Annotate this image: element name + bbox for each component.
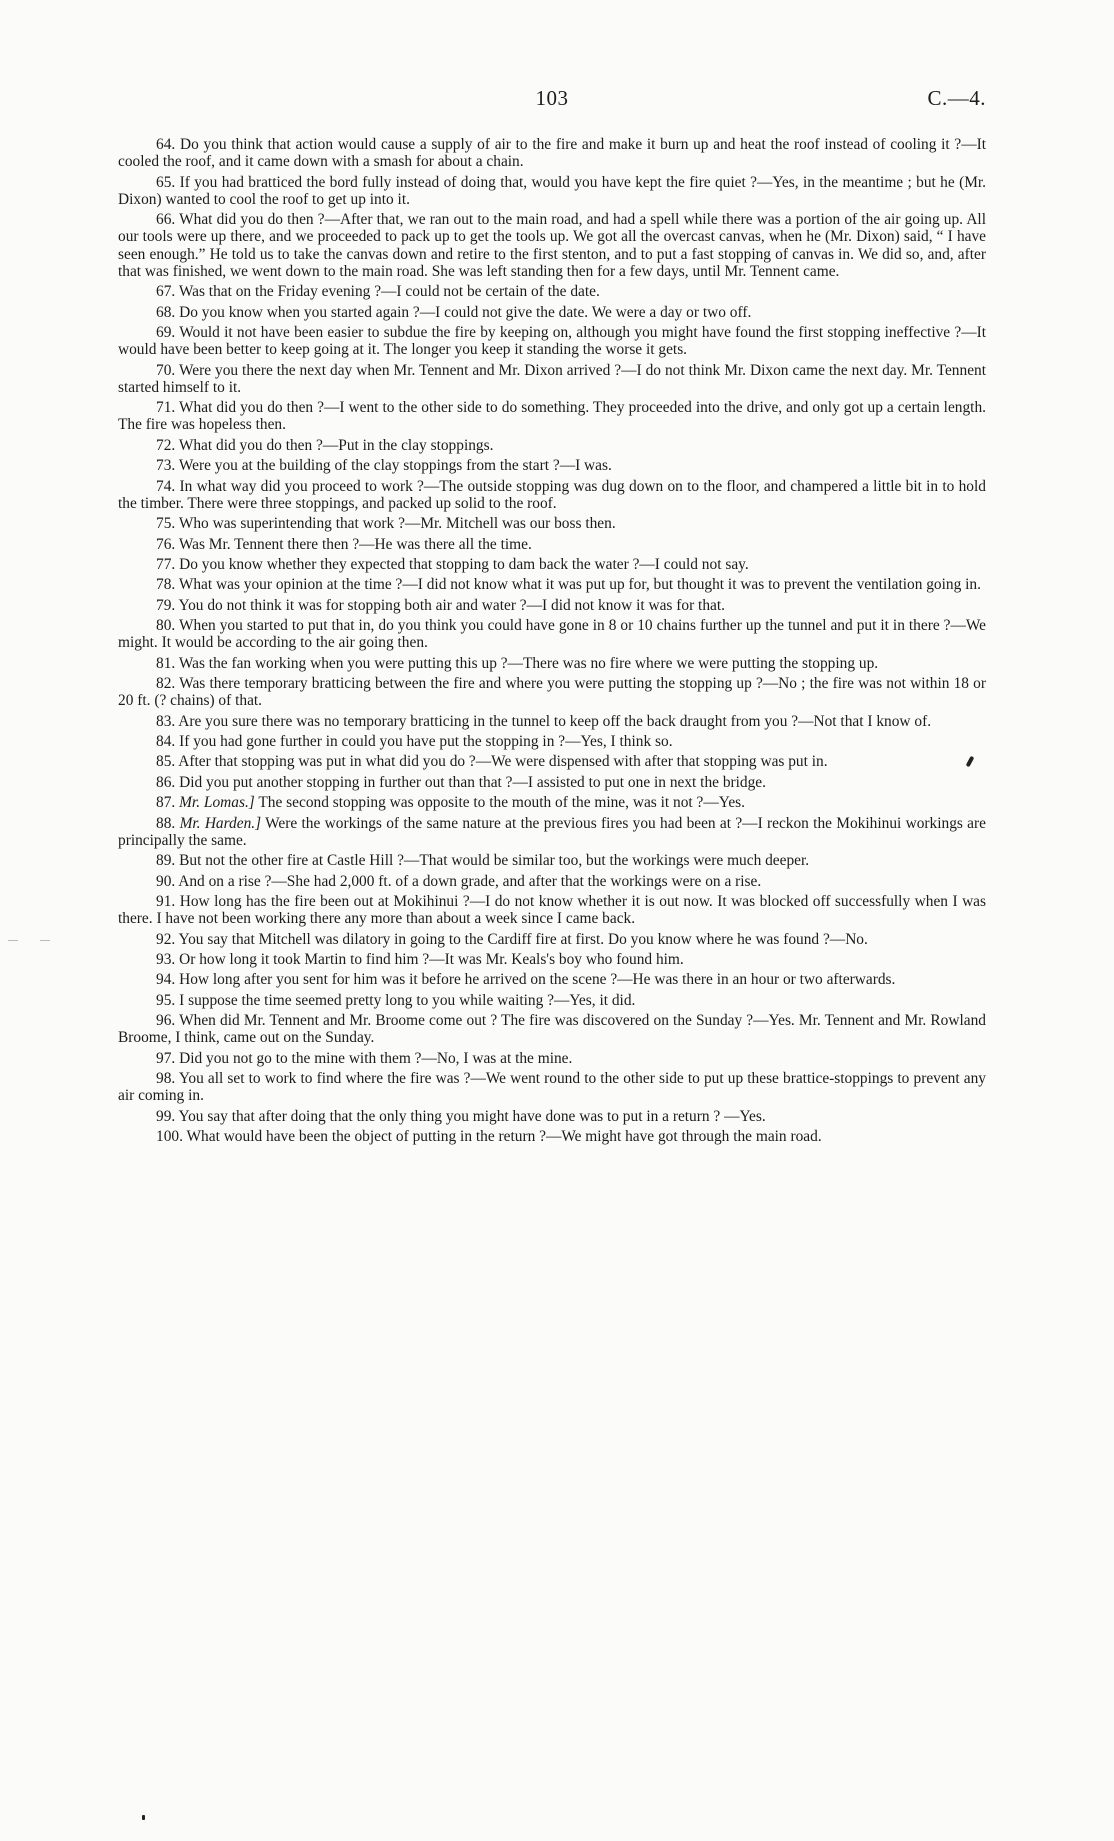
question-number: 90. <box>156 872 176 890</box>
question-text: Was the fan working when you were putting this up ?—There was no fire where we were putting the stopping up. <box>178 654 879 672</box>
question-number: 73. <box>156 457 176 475</box>
question-68 <box>118 304 986 321</box>
question-text: Did you put another stopping in further out than that ?—I assisted to put one in next the bridge. <box>179 773 766 791</box>
question-text: The second stopping was opposite to the mouth of the mine, was it not ?—Yes. <box>258 794 745 812</box>
question-text: Were you at the building of the clay stoppings from the start ?—I was. <box>178 457 612 475</box>
evidence-text <box>118 136 986 1149</box>
question-text: You say that after doing that the only thing you might have done was to put in a return ? —Yes. <box>178 1107 766 1125</box>
question-number: 100. <box>156 1128 183 1146</box>
question-number: 95. <box>156 991 176 1009</box>
question-76 <box>118 536 986 553</box>
question-text: What did you do then ?—After that, we ran out to the main road, and had a spell while there was a portion of the air going up. All our tools were up there, and we proceeded to pack up to get the tools up. We got all the overcast canvas, when he (Mr. Dixon) said, “ I have seen enough.” He told us to take the canvas down and retire to the first stenton, and to put a fast stopping of canvas in. We did so, and, after that was finished, we went down to the main road. She was left standing then for a few days, until Mr. Tennent came. <box>118 211 986 280</box>
question-text: When you started to put that in, do you think you could have gone in 8 or 10 chains further up the tunnel and put it in there ?—We might. It would be according to the air going then. <box>118 617 986 652</box>
question-text: You say that Mitchell was dilatory in going to the Cardiff fire at first. Do you know where he was found ?—No. <box>178 930 868 948</box>
margin-mark <box>8 940 18 941</box>
question-71 <box>118 399 986 433</box>
question-text: If you had bratticed the bord fully instead of doing that, would you have kept the fire quiet ?—Yes, in the meantime ; but he (Mr. Dixon) wanted to cool the roof to get up into it. <box>118 173 986 208</box>
question-text: If you had gone further in could you have put the stopping in ?—Yes, I think so. <box>179 733 673 751</box>
page-header <box>118 86 986 116</box>
question-number: 71. <box>156 399 176 417</box>
question-67 <box>118 283 986 300</box>
document-reference: C.—4. <box>927 86 986 110</box>
question-79 <box>118 597 986 614</box>
question-number: 96. <box>156 1012 176 1030</box>
question-text: Were the workings of the same nature at the previous fires you had been at ?—I reckon the Mokihinui workings are principally the same. <box>118 814 986 849</box>
question-text: Do you know when you started again ?—I could not give the date. We were a day or two off. <box>179 303 752 321</box>
question-89 <box>118 852 986 869</box>
question-83 <box>118 713 986 730</box>
question-95 <box>118 992 986 1009</box>
question-text: What did you do then ?—Put in the clay stoppings. <box>178 436 494 454</box>
question-78 <box>118 576 986 593</box>
question-text: I suppose the time seemed pretty long to you while waiting ?—Yes, it did. <box>179 991 636 1009</box>
question-text: How long has the fire been out at Mokihinui ?—I do not know whether it is out now. It was blocked off successfully when I was there. I have not been working there any more than about a week since I came back. <box>118 892 987 928</box>
question-number: 81. <box>156 654 176 672</box>
question-98 <box>118 1070 986 1104</box>
question-86 <box>118 774 986 791</box>
question-number: 97. <box>156 1049 176 1067</box>
page-number: 103 <box>535 86 569 110</box>
question-number: 91. <box>156 892 176 910</box>
question-number: 72. <box>156 436 176 454</box>
question-number: 87. <box>156 794 176 812</box>
question-number: 68. <box>156 303 176 321</box>
question-text: And on a rise ?—She had 2,000 ft. of a down grade, and after that the workings were on a rise. <box>178 872 762 890</box>
question-number: 92. <box>156 930 176 948</box>
question-74 <box>118 478 986 512</box>
question-text: In what way did you proceed to work ?—The outside stopping was dug down on to the floor, and champered a little bit in to hold the timber. There were three stoppings, and packed up solid to the roof. <box>118 477 986 512</box>
question-number: 69. <box>156 323 176 341</box>
question-72 <box>118 437 986 454</box>
question-99 <box>118 1108 986 1125</box>
question-text: What was your opinion at the time ?—I did not know what it was put up for, but thought it was to prevent the ventilation going in. <box>178 576 981 594</box>
question-text: Would it not have been easier to subdue the fire by keeping on, although you might have found the first stopping ineffective ?—It would have been better to keep going at it. The longer you keep it standing the worse it gets. <box>118 323 986 359</box>
speaker-name: Mr. Harden.] <box>179 814 262 832</box>
question-number: 79. <box>156 596 176 614</box>
question-number: 83. <box>156 712 176 730</box>
speaker-name: Mr. Lomas.] <box>179 794 255 812</box>
question-94 <box>118 971 986 988</box>
question-96 <box>118 1012 986 1046</box>
question-80 <box>118 617 986 651</box>
question-text: After that stopping was put in what did you do ?—We were dispensed with after that stopping was put in. <box>178 753 828 771</box>
question-text: Who was superintending that work ?—Mr. Mitchell was our boss then. <box>178 515 616 533</box>
question-75 <box>118 515 986 532</box>
question-number: 74. <box>156 477 176 495</box>
margin-mark <box>40 940 50 941</box>
question-90 <box>118 873 986 890</box>
question-text: Or how long it took Martin to find him ?—It was Mr. Keals's boy who found him. <box>179 950 684 968</box>
question-84 <box>118 733 986 750</box>
question-100 <box>118 1128 986 1145</box>
question-number: 99. <box>156 1107 176 1125</box>
question-number: 64. <box>156 136 176 153</box>
question-88 <box>118 815 986 849</box>
question-93 <box>118 951 986 968</box>
question-text: Did you not go to the mine with them ?—No, I was at the mine. <box>179 1049 573 1067</box>
question-number: 78. <box>156 576 176 594</box>
question-number: 85. <box>156 753 176 771</box>
question-text: Do you know whether they expected that stopping to dam back the water ?—I could not say. <box>179 555 749 573</box>
question-82 <box>118 675 986 709</box>
question-text: Are you sure there was no temporary bratticing in the tunnel to keep off the back draught from you ?—Not that I know of. <box>178 712 932 730</box>
question-81 <box>118 655 986 672</box>
question-number: 75. <box>156 515 176 533</box>
question-number: 80. <box>156 617 176 635</box>
question-text: You do not think it was for stopping both air and water ?—I did not know it was for that. <box>178 596 725 614</box>
question-85 <box>118 753 986 770</box>
question-number: 67. <box>156 283 176 301</box>
question-text: Do you think that action would cause a supply of air to the fire and make it burn up and heat the roof instead of cooling it ?—It cooled the roof, and it came down with a smash for about a chain. <box>118 136 986 171</box>
question-number: 77. <box>156 555 176 573</box>
question-number: 88. <box>156 814 176 832</box>
question-text: You all set to work to find where the fire was ?—We went round to the other side to put up these brattice-stoppings to prevent any air coming in. <box>118 1070 986 1105</box>
question-number: 76. <box>156 535 176 553</box>
question-number: 86. <box>156 773 176 791</box>
question-number: 70. <box>156 361 176 379</box>
question-text: When did Mr. Tennent and Mr. Broome come out ? The fire was discovered on the Sunday ?—Yes. Mr. Tennent and Mr. Rowland Broome, I think, came out on the Sunday. <box>118 1012 986 1047</box>
question-69 <box>118 324 986 358</box>
question-text: What did you do then ?—I went to the other side to do something. They proceeded into the drive, and only got up a certain length. The fire was hopeless then. <box>118 399 986 434</box>
question-70 <box>118 362 986 396</box>
question-number: 66. <box>156 211 176 229</box>
question-text: Was Mr. Tennent there then ?—He was there all the time. <box>178 535 532 553</box>
question-number: 84. <box>156 733 176 751</box>
question-text: Was that on the Friday evening ?—I could not be certain of the date. <box>178 283 600 301</box>
question-text: What would have been the object of putting in the return ?—We might have got through the main road. <box>186 1128 822 1146</box>
question-73 <box>118 457 986 474</box>
question-number: 65. <box>156 173 176 191</box>
question-text: But not the other fire at Castle Hill ?—That would be similar too, but the workings were much deeper. <box>179 852 810 870</box>
question-text: Were you there the next day when Mr. Tennent and Mr. Dixon arrived ?—I do not think Mr. Dixon came the next day. Mr. Tennent started himself to it. <box>118 361 986 396</box>
question-66 <box>118 211 986 280</box>
question-87 <box>118 794 986 811</box>
question-number: 98. <box>156 1070 176 1088</box>
ink-dot <box>142 1815 145 1820</box>
question-77 <box>118 556 986 573</box>
question-text: How long after you sent for him was it before he arrived on the scene ?—He was there in an hour or two afterwards. <box>179 971 896 989</box>
question-91 <box>118 893 986 927</box>
question-number: 93. <box>156 950 176 968</box>
question-text: Was there temporary bratticing between the fire and where you were putting the stopping up ?—No ; the fire was not within 18 or 20 ft. (? chains) of that. <box>118 675 986 710</box>
question-65 <box>118 174 986 208</box>
question-number: 82. <box>156 675 176 693</box>
question-number: 89. <box>156 852 176 870</box>
question-number: 94. <box>156 971 176 989</box>
question-97 <box>118 1050 986 1067</box>
question-92 <box>118 931 986 948</box>
question-64 <box>118 136 986 170</box>
